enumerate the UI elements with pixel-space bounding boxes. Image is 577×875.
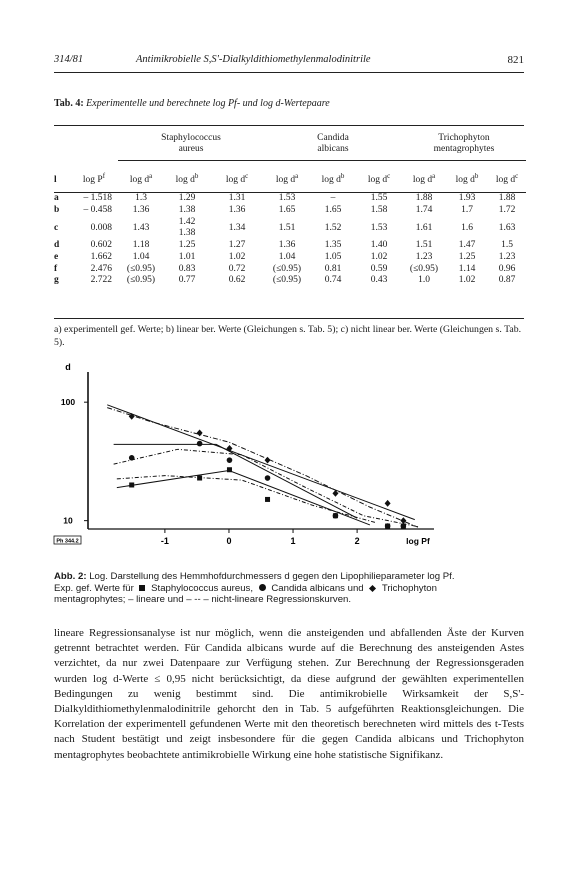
trichophyton-linear-line — [107, 405, 415, 520]
journal-reference: 314/81 — [54, 54, 84, 65]
value-cell: 1.36 — [278, 240, 296, 251]
value-cell: 1.14 — [458, 263, 476, 274]
value-cell: 1.93 — [458, 193, 476, 204]
table-bottom-rule — [54, 318, 524, 319]
value-cell: 1.27 — [228, 240, 246, 251]
log-pf-cell: 0.008 — [90, 222, 112, 233]
value-cell: 1.36 — [228, 204, 246, 215]
value-cell: 0.83 — [178, 263, 196, 274]
value-cell: 1.53 — [278, 193, 296, 204]
data-table — [54, 133, 526, 287]
body-paragraph: lineare Regressionsanalyse ist nur möglich, wenn die ansteigenden und abfallenden Äste der Kurven getrennt betrachtet werden. Für Candida albicans wurde auf die Berechnung des ansteigenden Astes verzichtet, da nur zwei Datenpaare zur Verfügung stehen. Zur Berechnung der Regressionsgeraden wurden log d-Werte ≤ 0,95 nicht berücksichtigt, da diese aufgrund der gewählten experimentellen Bedingungen zu wenig bestimmt sind. Die antimikrobielle Wirksamkeit der S,S'-Dialkyldithiomethylenmalodinitrile gehorcht den in Tab. 5 aufgeführten Reaktionsgleichungen. Die Korrelation der experimentell gefundenen Werte mit den theoretisch berechneten wird mittels des t-Tests nach Student bestätigt und zeigt insbesondere für die gegen Candida albicans und Trichophyton mentagrophytes beobachtete antimikrobielle Wirkung eine hohe statistische Signifikanz. — [54, 627, 524, 761]
value-cell: 1.6 — [461, 222, 473, 233]
table-row — [54, 252, 526, 264]
y-tick-label: 10 — [63, 515, 73, 526]
value-cell: 1.02 — [458, 275, 476, 286]
staphylococcus-data-point — [129, 482, 134, 487]
group-staphylococcus: Staphylococcus aureus — [161, 133, 221, 154]
x-tick-label: -1 — [160, 536, 169, 546]
table-row — [54, 216, 526, 240]
value-cell: 1.47 — [458, 240, 476, 251]
running-title: Antimikrobielle S,S'-Dialkyldithiomethylenmalodinitrile — [136, 54, 371, 65]
trichophyton-data-point — [197, 430, 203, 437]
value-cell: – — [330, 193, 336, 204]
value-cell: 1.04 — [132, 252, 150, 263]
value-cell: 0.62 — [228, 275, 246, 286]
value-cell: 1.31 — [228, 193, 246, 204]
running-header — [54, 54, 524, 68]
table-row — [54, 240, 526, 252]
trichophyton-nonlinear-curve — [107, 408, 418, 528]
x-tick-label: 1 — [290, 536, 296, 546]
staphylococcus-data-point — [227, 467, 232, 472]
value-cell: 1.5 — [501, 240, 513, 251]
value-cell: 1.04 — [278, 252, 296, 263]
candida-data-point — [265, 475, 271, 481]
column-header: $\log d^b$ — [175, 171, 199, 185]
value-cell: 1.29 — [178, 193, 196, 204]
group-candida: Candida albicans — [317, 133, 349, 154]
value-cell: 1.18 — [132, 240, 150, 251]
column-header: $\log d^a$ — [129, 171, 153, 185]
value-cell: 1.55 — [370, 193, 388, 204]
value-cell: (≤0.95) — [126, 275, 156, 286]
y-axis-label: d — [65, 362, 71, 372]
value-cell: 1.23 — [498, 252, 516, 263]
table-row — [54, 193, 526, 205]
value-cell: 1.52 — [324, 222, 342, 233]
value-cell: 1.7 — [461, 204, 473, 215]
candida-data-point — [227, 457, 233, 463]
value-cell: 1.58 — [370, 204, 388, 215]
value-cell: 1.74 — [415, 204, 433, 215]
value-cell: (≤0.95) — [126, 263, 156, 274]
regression-chart — [54, 362, 524, 562]
value-cell: 0.59 — [370, 263, 388, 274]
row-id: g — [54, 275, 59, 286]
value-cell: 1.88 — [415, 193, 433, 204]
row-id: e — [54, 252, 59, 263]
value-cell: 0.87 — [498, 275, 516, 286]
value-cell: (≤0.95) — [409, 263, 439, 274]
figure-caption-label: Abb. 2: — [54, 571, 87, 582]
candida-data-point — [333, 513, 339, 519]
value-cell: 0.81 — [324, 263, 342, 274]
table-top-rule — [54, 125, 524, 126]
value-cell: 1.43 — [132, 222, 150, 233]
column-header: $\log d^b$ — [321, 171, 345, 185]
value-cell: 1.65 — [324, 204, 342, 215]
value-cell: 1.35 — [324, 240, 342, 251]
x-axis-label: log Pf — [406, 536, 430, 546]
staphylococcus-data-point — [197, 476, 202, 481]
figure-caption-line2d: Trichophyton — [381, 582, 437, 594]
log-pf-cell: 2.722 — [90, 275, 112, 286]
table-row — [54, 275, 526, 287]
figure-caption-line3: mentagrophytes; – lineare und – -- – nicht-lineare Regressionskurven. — [54, 594, 352, 606]
value-cell: 1.42 1.38 — [178, 217, 196, 239]
plate-label: Ph 344.2 — [56, 538, 79, 545]
log-pf-cell: 2.476 — [90, 263, 112, 274]
table-caption-label: Tab. 4: — [54, 98, 84, 109]
value-cell: 1.05 — [324, 252, 342, 263]
value-cell: 1.01 — [178, 252, 196, 263]
figure-caption-line2a: Exp. gef. Werte für — [54, 582, 134, 594]
header-rule — [54, 72, 524, 73]
value-cell: 1.25 — [178, 240, 196, 251]
value-cell: 1.02 — [370, 252, 388, 263]
body-text — [54, 626, 524, 763]
x-tick-label: 0 — [226, 536, 232, 546]
row-id: d — [54, 240, 60, 251]
trichophyton-data-point — [385, 500, 391, 507]
value-cell: 1.53 — [370, 222, 388, 233]
value-cell: 1.51 — [278, 222, 296, 233]
candida-data-point — [401, 523, 407, 529]
row-id: f — [54, 263, 58, 274]
value-cell: 1.72 — [498, 204, 516, 215]
value-cell: 0.43 — [370, 275, 388, 286]
value-cell: 1.40 — [370, 240, 388, 251]
row-id: a — [54, 193, 59, 204]
row-id: c — [54, 222, 59, 233]
log-pf-cell: 0.602 — [90, 240, 112, 251]
table-row — [54, 205, 526, 217]
value-cell: 1.34 — [228, 222, 246, 233]
value-cell: 1.23 — [415, 252, 433, 263]
value-cell: (≤0.95) — [272, 263, 302, 274]
value-cell: 1.38 — [178, 204, 196, 215]
group-trichophyton: Trichophyton mentagrophytes — [433, 133, 495, 154]
column-header: $\log d^c$ — [495, 171, 519, 185]
page-number: 821 — [507, 54, 524, 66]
value-cell: 1.88 — [498, 193, 516, 204]
staphylococcus-linear-line — [117, 471, 370, 525]
value-cell: 1.65 — [278, 204, 296, 215]
value-cell: 1.0 — [418, 275, 430, 286]
table-footnote: a) experimentell gef. Werte; b) linear ber. Werte (Gleichungen s. Tab. 5); c) nicht linear ber. Werte (Gleichungen s. Tab. 5). — [54, 324, 522, 348]
value-cell: 1.36 — [132, 204, 150, 215]
column-header: $\log d^a$ — [412, 171, 436, 185]
value-cell: 0.96 — [498, 263, 516, 274]
value-cell: 0.72 — [228, 263, 246, 274]
row-id: b — [54, 204, 60, 215]
y-tick-label: 100 — [60, 397, 76, 408]
column-header: $\log d^c$ — [225, 171, 249, 185]
candida-data-point — [385, 523, 391, 529]
log-pf-cell: – 0.458 — [83, 204, 112, 215]
trichophyton-data-point — [400, 517, 406, 524]
candida-data-point — [129, 455, 135, 461]
log-pf-cell: 1.662 — [90, 252, 112, 263]
table-caption-text: Experimentelle und berechnete log Pf- und log d-Wertepaare — [86, 98, 330, 109]
value-cell: 1.63 — [498, 222, 516, 233]
table-caption — [54, 98, 524, 110]
trichophyton-data-point — [129, 413, 135, 420]
value-cell: (≤0.95) — [272, 275, 302, 286]
column-header: $\log P^f$ — [82, 171, 106, 185]
staphylococcus-data-point — [265, 497, 270, 502]
trichophyton-data-point — [265, 457, 271, 464]
value-cell: 0.74 — [324, 275, 342, 286]
column-header: $\log d^a$ — [275, 171, 299, 185]
column-header: $\log d^c$ — [367, 171, 391, 185]
candida-data-point — [197, 441, 203, 447]
value-cell: 1.02 — [228, 252, 246, 263]
value-cell: 0.77 — [178, 275, 196, 286]
circle-marker-icon — [259, 584, 266, 591]
column-header: $\log d^b$ — [455, 171, 479, 185]
value-cell: 1.51 — [415, 240, 433, 251]
column-header: l — [54, 175, 57, 185]
group-header-row — [54, 133, 526, 155]
value-cell: 1.25 — [458, 252, 476, 263]
x-tick-label: 2 — [354, 536, 360, 546]
diamond-marker-icon — [369, 585, 376, 592]
log-pf-cell: – 1.518 — [83, 193, 112, 204]
figure-caption-line2c: Candida albicans und — [271, 582, 364, 594]
column-header-row — [54, 175, 526, 186]
value-cell: 1.61 — [415, 222, 433, 233]
figure-caption — [54, 571, 524, 606]
square-marker-icon — [139, 585, 145, 591]
figure-caption-line2b: Staphylococcus aureus, — [151, 582, 254, 594]
table-row — [54, 263, 526, 275]
value-cell: 1.3 — [135, 193, 147, 204]
figure-caption-line1: Log. Darstellung des Hemmhofdurchmessers d gegen den Lipophilieparameter log Pf. — [89, 571, 455, 582]
